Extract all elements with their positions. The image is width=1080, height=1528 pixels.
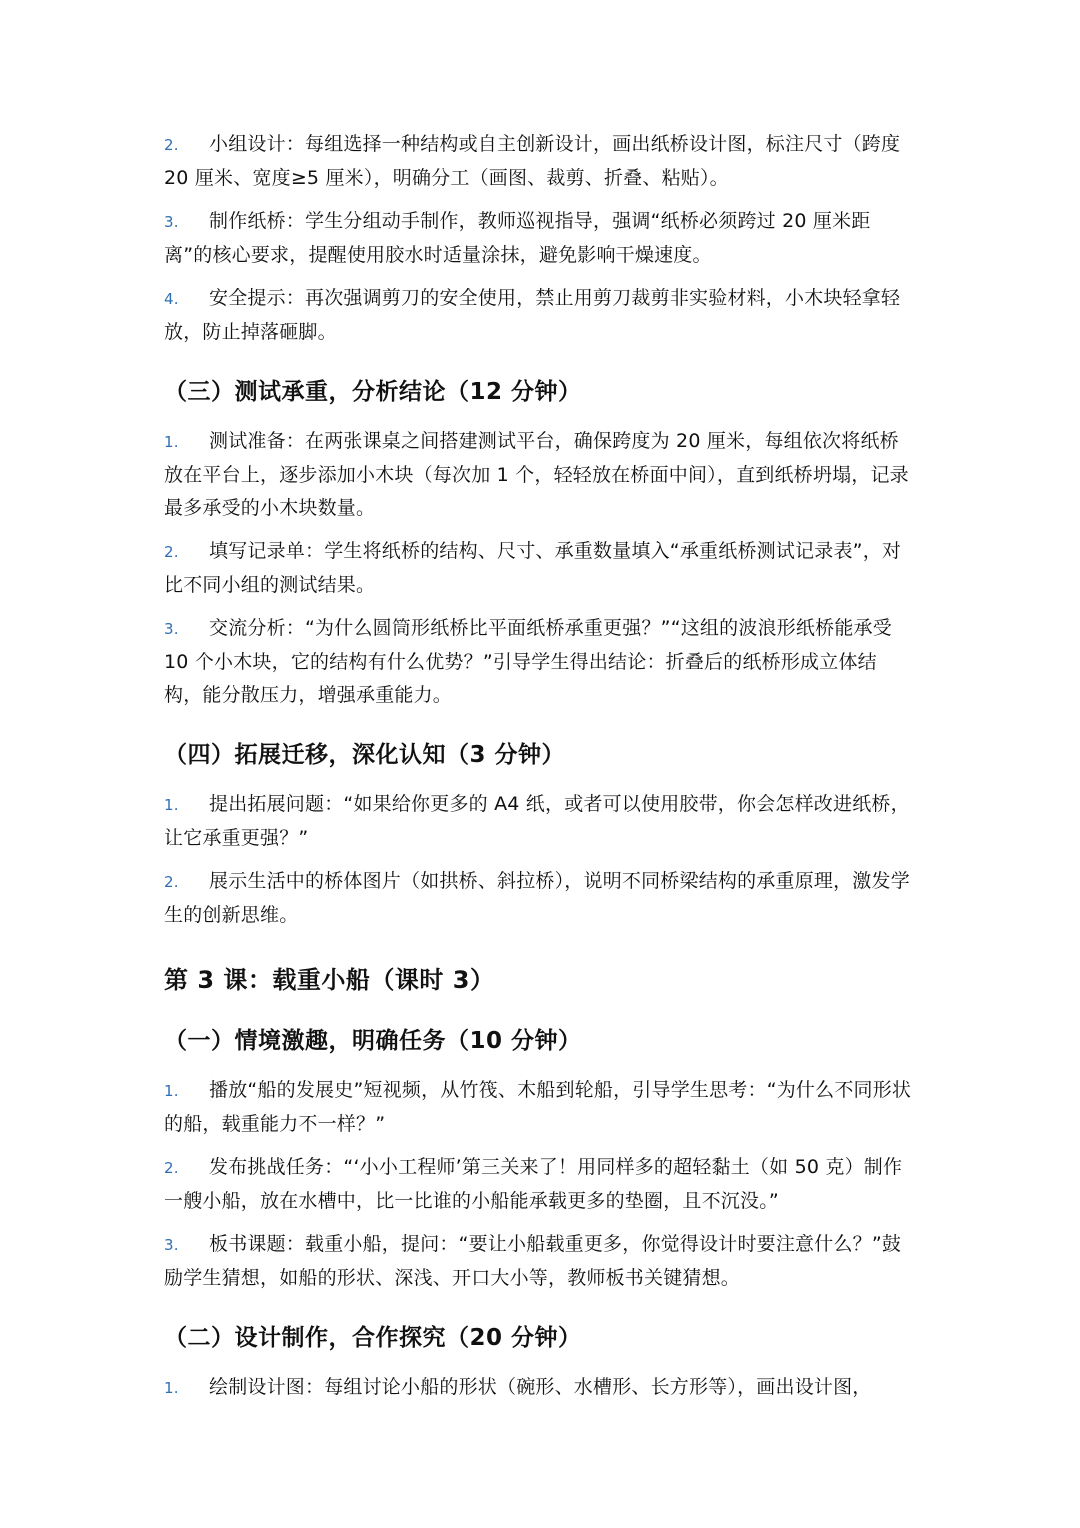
list-item-number: 3. — [164, 620, 179, 638]
list-item-text: 播放“船的发展史”短视频，从竹筏、木船到轮船，引导学生思考：“为什么不同形状的船，载重能力不一样？” — [164, 1079, 912, 1135]
document-body — [164, 128, 914, 1415]
list-item-number: 1. — [164, 433, 179, 451]
list-item — [164, 1371, 914, 1405]
list-item-text: 制作纸桥：学生分组动手制作，教师巡视指导，强调“纸桥必须跨过 20 厘米距离”的核心要求，提醒使用胶水时适量涂抹，避免影响干燥速度。 — [164, 210, 871, 266]
list-item — [164, 788, 914, 855]
list-item-number: 1. — [164, 796, 179, 814]
lesson-title: 第 3 课：载重小船（课时 3） — [164, 966, 495, 994]
list-item-number: 2. — [164, 873, 179, 891]
list-item-text: 交流分析：“为什么圆筒形纸桥比平面纸桥承重更强？”“这组的波浪形纸桥能承受 10 个小木块，它的结构有什么优势？”引导学生得出结论：折叠后的纸桥形成立体结构，能分散压力，增强承重能力。 — [164, 617, 892, 706]
list-item-number: 3. — [164, 213, 179, 231]
list-item — [164, 425, 914, 525]
list-item — [164, 1074, 914, 1141]
list-item-number: 3. — [164, 1236, 179, 1254]
list-item — [164, 205, 914, 272]
list-item-number: 2. — [164, 543, 179, 561]
section-heading: （二）设计制作，合作探究（20 分钟） — [164, 1325, 582, 1351]
list-item-number: 1. — [164, 1379, 179, 1397]
list-item-text: 安全提示：再次强调剪刀的安全使用，禁止用剪刀裁剪非实验材料，小木块轻拿轻放，防止掉落砸脚。 — [164, 287, 901, 343]
list-item — [164, 612, 914, 712]
list-item-text: 小组设计：每组选择一种结构或自主创新设计，画出纸桥设计图，标注尺寸（跨度 20 厘米、宽度≥5 厘米），明确分工（画图、裁剪、折叠、粘贴）。 — [164, 133, 901, 189]
list-item-number: 1. — [164, 1082, 179, 1100]
list-item-text: 展示生活中的桥体图片（如拱桥、斜拉桥），说明不同桥梁结构的承重原理，激发学生的创新思维。 — [164, 870, 910, 926]
list-item — [164, 128, 914, 195]
list-item — [164, 865, 914, 932]
list-item-text: 发布挑战任务：“‘小小工程师’第三关来了！用同样多的超轻黏土（如 50 克）制作一艘小船，放在水槽中，比一比谁的小船能承载更多的垫圈，且不沉没。” — [164, 1156, 903, 1212]
list-item-text: 填写记录单：学生将纸桥的结构、尺寸、承重数量填入“承重纸桥测试记录表”，对比不同小组的测试结果。 — [164, 540, 902, 596]
list-item — [164, 282, 914, 349]
list-item-text: 提出拓展问题：“如果给你更多的 A4 纸，或者可以使用胶带，你会怎样改进纸桥，让它承重更强？” — [164, 793, 910, 849]
section-heading: （四）拓展迁移，深化认知（3 分钟） — [164, 742, 566, 768]
section-heading: （三）测试承重，分析结论（12 分钟） — [164, 379, 582, 405]
list-item-number: 4. — [164, 290, 179, 308]
list-item — [164, 1228, 914, 1295]
list-item-number: 2. — [164, 1159, 179, 1177]
list-item-text: 板书课题：载重小船，提问：“要让小船载重更多，你觉得设计时要注意什么？”鼓励学生猜想，如船的形状、深浅、开口大小等，教师板书关键猜想。 — [164, 1233, 902, 1289]
section-heading: （一）情境激趣，明确任务（10 分钟） — [164, 1028, 582, 1054]
list-item-text: 测试准备：在两张课桌之间搭建测试平台，确保跨度为 20 厘米，每组依次将纸桥放在平台上，逐步添加小木块（每次加 1 个，轻轻放在桥面中间），直到纸桥坍塌，记录最多承受的小木块数量。 — [164, 430, 909, 519]
list-item — [164, 535, 914, 602]
list-item — [164, 1151, 914, 1218]
list-item-number: 2. — [164, 136, 179, 154]
list-item-text: 绘制设计图：每组讨论小船的形状（碗形、水槽形、长方形等），画出设计图， — [209, 1376, 872, 1398]
